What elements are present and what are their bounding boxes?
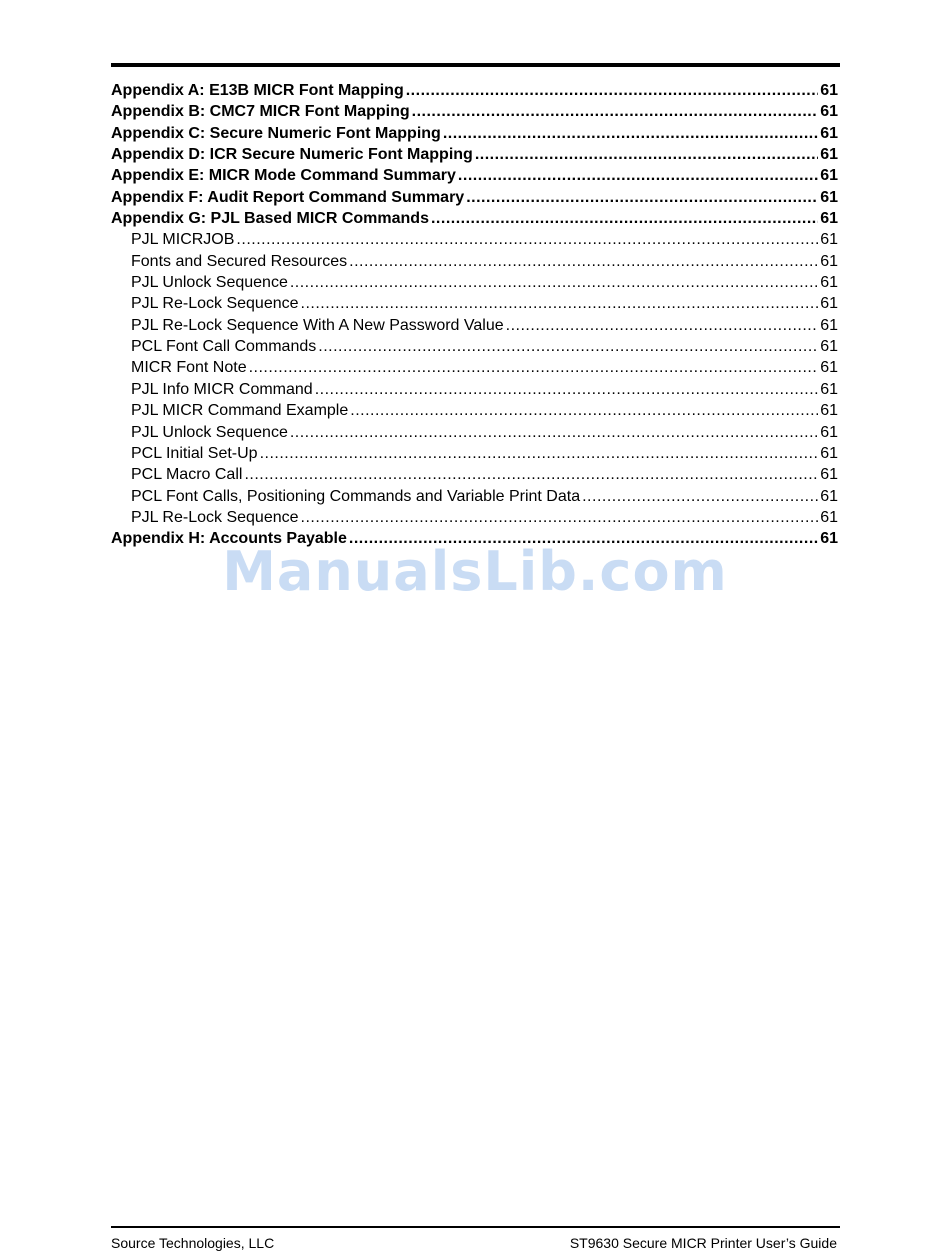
- toc-dot-leader: [236, 229, 818, 250]
- toc-dot-leader: [318, 336, 818, 357]
- toc-entry-title: Fonts and Secured Resources: [131, 252, 348, 270]
- toc-dot-leader: [290, 272, 818, 293]
- toc-entry-section[interactable]: [111, 464, 838, 485]
- toc-entry-title: Appendix D: ICR Secure Numeric Font Mapping: [111, 146, 473, 164]
- toc-entry-page-number: 61: [820, 402, 838, 420]
- toc-dot-leader: [412, 101, 819, 122]
- toc-dot-leader: [350, 400, 818, 421]
- header-rule: [111, 63, 840, 67]
- toc-entry-title: PJL Unlock Sequence: [131, 423, 288, 441]
- toc-entry-page-number: 61: [820, 210, 838, 228]
- toc-entry-section[interactable]: [111, 486, 838, 507]
- toc-entry-section[interactable]: [111, 336, 838, 357]
- toc-dot-leader: [466, 187, 818, 208]
- toc-dot-leader: [301, 293, 819, 314]
- toc-entry-title: PJL Unlock Sequence: [131, 274, 288, 292]
- toc-entry-page-number: 61: [820, 487, 838, 505]
- toc-entry-page-number: 61: [820, 380, 838, 398]
- toc-entry-section[interactable]: [111, 507, 838, 528]
- toc-entry-title: PJL MICRJOB: [131, 231, 235, 249]
- toc-entry-page-number: 61: [820, 359, 838, 377]
- toc-entry-section[interactable]: [111, 400, 838, 421]
- toc-entry-title: PCL Font Call Commands: [131, 338, 317, 356]
- toc-entry-appendix[interactable]: [111, 144, 838, 165]
- toc-entry-page-number: 61: [820, 530, 838, 548]
- toc-entry-page-number: 61: [820, 444, 838, 462]
- toc-dot-leader: [431, 208, 818, 229]
- toc-dot-leader: [301, 507, 819, 528]
- toc-entry-appendix[interactable]: [111, 208, 838, 229]
- toc-entry-page-number: 61: [820, 82, 838, 99]
- toc-entry-title: Appendix G: PJL Based MICR Commands: [111, 210, 429, 228]
- toc-entry-title: PCL Initial Set-Up: [131, 444, 258, 462]
- toc-entry-section[interactable]: [111, 422, 838, 443]
- toc-entry-page-number: 61: [820, 252, 838, 270]
- toc-entry-section[interactable]: [111, 272, 838, 293]
- toc-entry-title: PJL Info MICR Command: [131, 380, 313, 398]
- toc-entry-title: Appendix F: Audit Report Command Summary: [111, 188, 465, 206]
- toc-dot-leader: [406, 80, 818, 101]
- toc-entry-appendix[interactable]: [111, 123, 838, 144]
- toc-dot-leader: [443, 123, 818, 144]
- toc-entry-page-number: 61: [820, 146, 838, 164]
- toc-entry-section[interactable]: [111, 315, 838, 336]
- toc-dot-leader: [349, 251, 818, 272]
- toc-entry-title: PCL Macro Call: [131, 466, 243, 484]
- toc-entry-section[interactable]: [111, 379, 838, 400]
- toc-entry-title: MICR Font Note: [131, 359, 247, 377]
- toc-dot-leader: [290, 422, 818, 443]
- toc-dot-leader: [315, 379, 819, 400]
- toc-entry-appendix[interactable]: [111, 187, 838, 208]
- toc-entry-page-number: 61: [820, 188, 838, 206]
- toc-dot-leader: [458, 165, 818, 186]
- toc-entry-section[interactable]: [111, 293, 838, 314]
- toc-entry-title: PJL Re-Lock Sequence With A New Password Value: [131, 316, 504, 334]
- toc-dot-leader: [260, 443, 819, 464]
- toc-dot-leader: [249, 357, 819, 378]
- toc-dot-leader: [244, 464, 818, 485]
- toc-entry-page-number: 61: [820, 231, 838, 249]
- toc-entry-section[interactable]: [111, 443, 838, 464]
- toc-entry-title: PJL Re-Lock Sequence: [131, 295, 299, 313]
- toc-entry-title: Appendix E: MICR Mode Command Summary: [111, 167, 456, 185]
- toc-entry-title: Appendix H: Accounts Payable: [111, 530, 347, 548]
- toc-entry-page-number: 61: [820, 103, 838, 121]
- toc-entry-page-number: 61: [820, 167, 838, 185]
- toc-entry-page-number: 61: [820, 423, 838, 441]
- toc-entry-page-number: 61: [820, 316, 838, 334]
- toc-entry-title: PJL Re-Lock Sequence: [131, 508, 299, 526]
- toc-entry-appendix[interactable]: [111, 80, 838, 101]
- toc-entry-title: PCL Font Calls, Positioning Commands and Variable Print Data: [131, 487, 581, 505]
- toc-entry-page-number: 61: [820, 124, 838, 142]
- footer-rule: [111, 1226, 840, 1228]
- toc-entry-title: Appendix B: CMC7 MICR Font Mapping: [111, 103, 410, 121]
- toc-dot-leader: [582, 486, 818, 507]
- toc-entry-page-number: 61: [820, 508, 838, 526]
- table-of-contents: [111, 80, 838, 550]
- toc-entry-page-number: 61: [820, 466, 838, 484]
- toc-entry-section[interactable]: [111, 251, 838, 272]
- toc-entry-section[interactable]: [111, 357, 838, 378]
- toc-entry-title: PJL MICR Command Example: [131, 402, 349, 420]
- watermark-text: ManualsLib.com: [222, 540, 728, 603]
- toc-entry-section[interactable]: [111, 229, 838, 250]
- footer-document-title: ST9630 Secure MICR Printer User’s Guide: [569, 1235, 837, 1251]
- toc-entry-page-number: 61: [820, 295, 838, 313]
- toc-entry-page-number: 61: [820, 274, 838, 292]
- toc-entry-page-number: 61: [820, 338, 838, 356]
- toc-entry-title: Appendix C: Secure Numeric Font Mapping: [111, 124, 441, 142]
- toc-dot-leader: [506, 315, 819, 336]
- toc-entry-appendix[interactable]: [111, 165, 838, 186]
- toc-entry-title: Appendix A: E13B MICR Font Mapping: [111, 82, 404, 99]
- footer-company: Source Technologies, LLC: [111, 1235, 275, 1251]
- toc-entry-appendix[interactable]: [111, 101, 838, 122]
- toc-dot-leader: [475, 144, 818, 165]
